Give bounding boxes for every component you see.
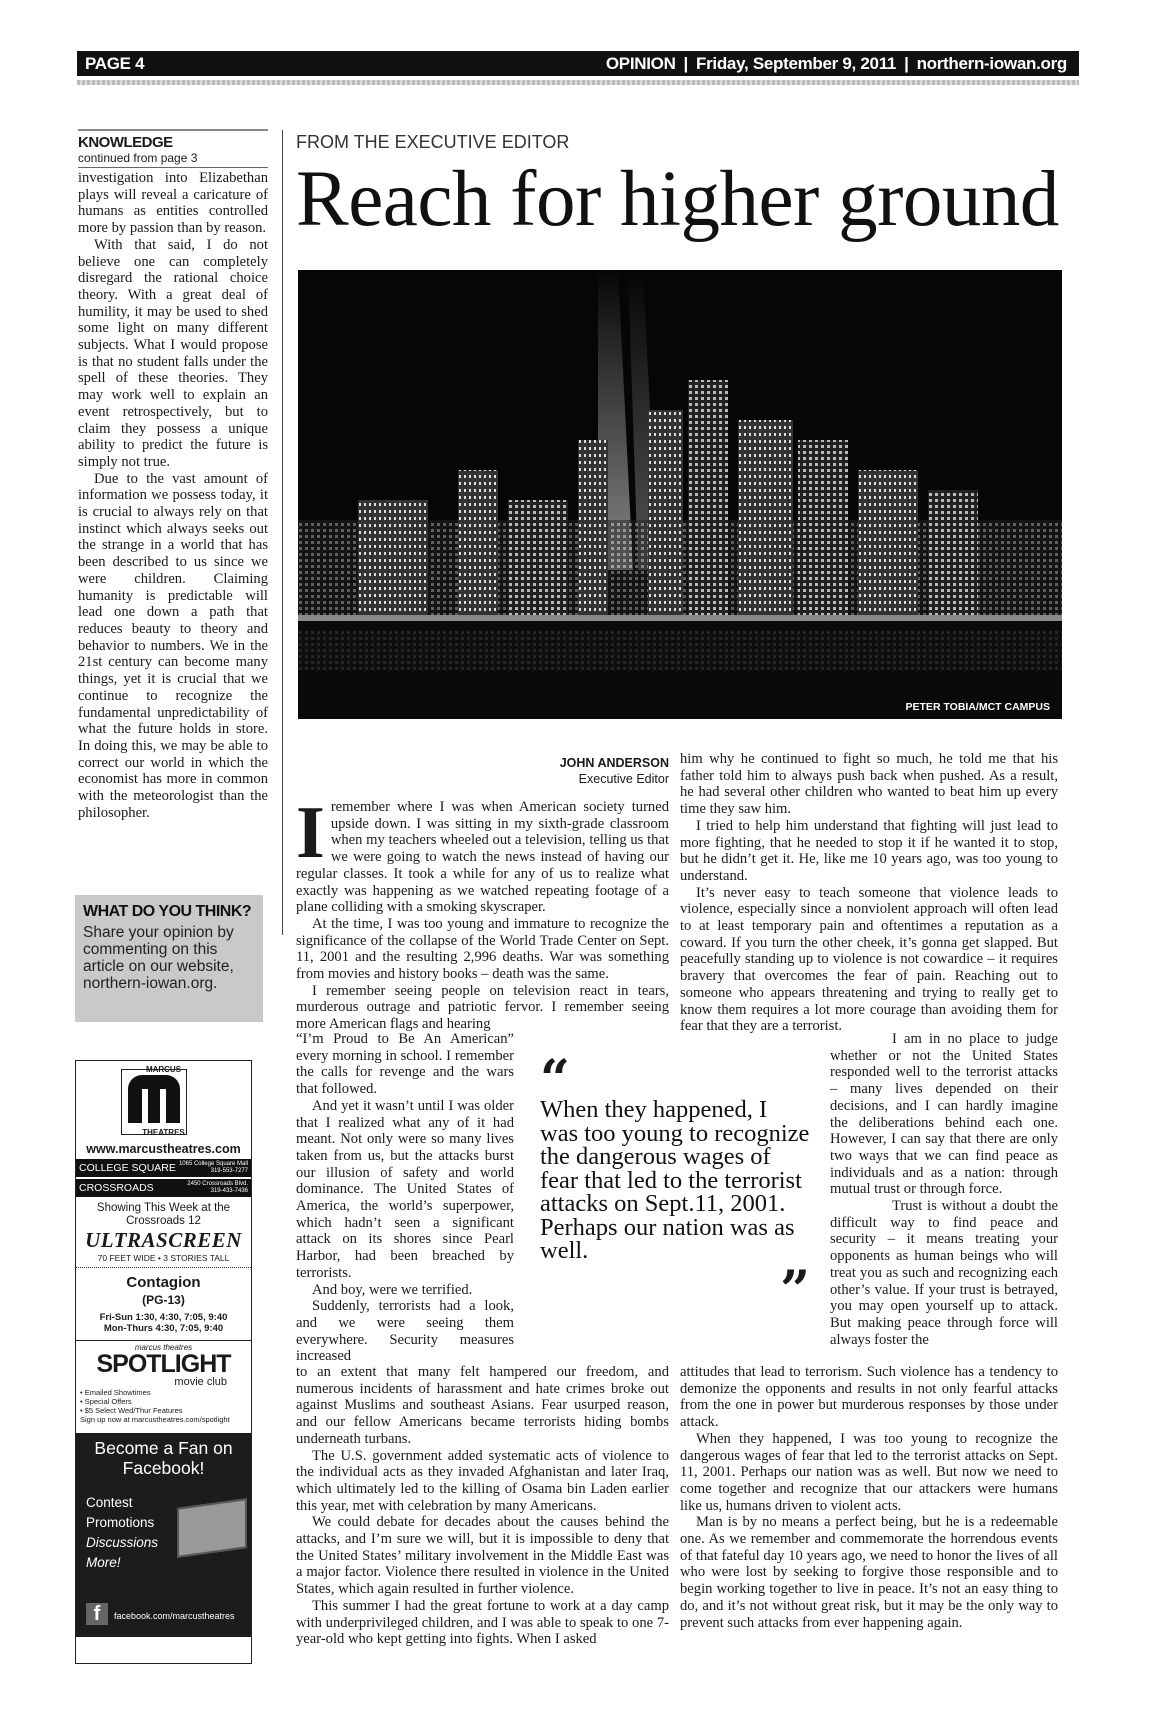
facebook-icon: f (86, 1603, 108, 1625)
fb-item: More! (86, 1555, 121, 1570)
skyline-photo (298, 270, 1062, 719)
paragraph: I remember seeing people on television react in tears, murderous outrage and patriotic fervor. I remember seeing more American flags and hearing (296, 982, 669, 1033)
open-quote-icon: “ (540, 1049, 570, 1110)
spotlight-title: SPOTLIGHT (96, 1350, 231, 1378)
fb-item: Discussions (86, 1535, 159, 1550)
bullet: • Special Offers (80, 1397, 132, 1406)
night-skyline-image (298, 270, 1062, 719)
movie-title: Contagion (126, 1274, 201, 1291)
continuation-kicker: KNOWLEDGE (78, 129, 268, 151)
location-crossroads: CROSSROADS 2450 Crossroads Blvd. 319-433-7436 (76, 1179, 251, 1197)
paragraph: And boy, were we terrified. (312, 1281, 473, 1298)
article-column-2-top (680, 751, 1058, 1035)
paragraph: This summer I had the great fortune to work at a day camp with underprivileged children, and I was able to speak to one 7-year-old who kept getting into fights. When I asked (296, 1597, 669, 1648)
bullet: • Emailed Showtimes (80, 1388, 151, 1397)
marcus-logo (76, 1061, 251, 1141)
paragraph: Due to the vast amount of information we possess today, it is crucial to always rely on that instinct which always seeks out the strange in a world that has been described to us since we were children. Claiming humanity is predictable will lead one down a path that reduces beauty to theory and behavior to numbers. We in the 21st century can become many things, yet it is crucial that we continue to recognize the fundamental unpredictability of what the future holds in store. In doing this, we may be able to correct our world in which the economist has more in common with the meteorologist than the philosopher. (78, 470, 268, 821)
paragraph: “I’m Proud to Be An American” every morning in school. I remember the calls for revenge and the wars that followed. (296, 1031, 514, 1098)
showing-text: Showing This Week at the Crossroads 12 (96, 1202, 231, 1227)
page-header-bar (77, 51, 1079, 76)
marcus-theatres-ad[interactable] (75, 1060, 252, 1664)
pull-quote (540, 1049, 810, 1321)
spotlight-sub: movie club (174, 1376, 227, 1388)
headline: Reach for higher ground (296, 156, 1059, 243)
site-url[interactable]: northern-iowan.org (916, 53, 1067, 73)
signup-link[interactable]: Sign up now at marcustheatres.com/spotlight (80, 1415, 230, 1424)
logo-bottom-text: THEATRES (142, 1128, 185, 1137)
paragraph: attitudes that lead to terrorism. Such violence has a tendency to demonize the opponents and results in not only fearful attacks from the one in power but murderous responses by those under attack. (680, 1364, 1058, 1431)
article-column-2-narrow (830, 1031, 1058, 1348)
spotlight-club (76, 1341, 251, 1433)
fb-item: Contest (86, 1495, 133, 1510)
bullet: • $5 Select Wed/Thur Features (80, 1406, 183, 1415)
paragraph: I am in no place to judge whether or not the United States responded well to the terrorist attacks – many lives depended on their decisions, and I can hardly imagine the deliberations behind each one. However, I can say that there are only two ways that we can find peace as individuals and as a nation: through mutual trust or through force. (830, 1031, 1058, 1198)
separator: | (904, 53, 909, 73)
paragraph: With that said, I do not believe one can completely disregard the rational choice theory. With a great deal of humility, it may be used to shed some light on many different subjects. What I would propose is that no student falls under the spell of these theories. They may work well to explain an event retrospectively, but to claim they possess a unique ability to predict the future is simply not true. (78, 236, 268, 470)
paragraph: And yet it wasn’t until I was older that I realized what any of it had meant. Not only were so many lives taken from us, but the attacks burst our illusion of safety and world dominance. The United States of America, the world’s superpower, which hadn’t seen a significant attack on its shores since Pearl Harbor, had been breached by terrorists. (296, 1097, 514, 1281)
paragraph: remember where I was when American society turned upside down. I was sitting in my sixth-grade classroom when my teachers wheeled out a television, telling us that we were going to watch the news instead of having our regular classes. It took a while for any of us to realize what exactly was happening as we watched repeating footage of a plane colliding with a smoking skyscraper. (296, 799, 669, 916)
author-role: Executive Editor (578, 772, 669, 786)
ultrascreen-tagline: 70 FEET WIDE • 3 STORIES TALL (76, 1253, 251, 1268)
section-kicker: FROM THE EXECUTIVE EDITOR (296, 132, 570, 152)
paragraph: I tried to help him understand that fighting will just lead to more fighting, that he needed to stop it if he wanted it to stop, but he didn’t get it. He, like me 10 years ago, was too young to understand. (680, 817, 1058, 884)
fb-item: Promotions (86, 1515, 155, 1530)
header-info (602, 54, 1071, 74)
ad-url[interactable]: www.marcustheatres.com (86, 1142, 241, 1156)
facebook-promo[interactable] (76, 1433, 251, 1637)
paragraph: to an extent that many felt hampered our freedom, and numerous incidents of harassment and hate crimes broke out against Muslims and southeast Asians. Fear usurped reason, and our fellow Americans became terrorists hiding bombs underneath turbans. (296, 1364, 669, 1447)
movie-rating: (PG-13) (142, 1293, 185, 1307)
what-do-you-think-callout (75, 895, 263, 1022)
ultrascreen-logo: ULTRASCREEN (85, 1228, 242, 1252)
photo-credit: PETER TOBIA/MCT CAMPUS (905, 701, 1050, 713)
laptop-icon (177, 1498, 247, 1558)
drop-cap: I (296, 792, 325, 874)
header-rule (77, 80, 1079, 85)
article-column-1-bottom (296, 1364, 669, 1648)
separator: | (683, 53, 689, 73)
paragraph: him why he continued to fight so much, he told me that his father told him to always push back when pushed. As a result, he had several other children who wanted to beat him up every time they saw him. (680, 751, 1058, 818)
callout-heading: WHAT DO YOU THINK? (83, 903, 252, 920)
close-quote-icon: ” (780, 1259, 810, 1321)
author-name: JOHN ANDERSON (559, 756, 669, 770)
article-column-1-narrow (296, 1031, 514, 1365)
facebook-heading: Become a Fan on Facebook! (94, 1438, 233, 1478)
knowledge-continuation (78, 129, 268, 821)
byline (480, 756, 669, 786)
page-number: PAGE 4 (85, 53, 145, 73)
article-column-1-top (296, 792, 669, 1033)
logo-top-text: MARCUS (145, 1065, 182, 1074)
issue-date: Friday, September 9, 2011 (696, 53, 897, 73)
paragraph: At the time, I was too young and immature to recognize the significance of the collapse of the World Trade Center on Sept. 11, 2001 and the resulting 2,996 deaths. War was something from movies and history books – death was the same. (296, 915, 669, 983)
paragraph: We could debate for decades about the causes behind the attacks, and I’m sure we will, but it is impossible to deny that the United States’ military involvement in the Middle East was a major factor. Violence there resulted in violence in the United States, which again resulted in further violence. (296, 1514, 669, 1598)
paragraph: Suddenly, terrorists had a look, and we were seeing them everywhere. Security measures increased (296, 1298, 514, 1365)
paragraph: It’s never easy to teach someone that violence leads to violence, especially since a nonviolent approach will often lead to at least temporary pain and oftentimes a reputation as a coward. If you turn the other cheek, it’s gonna get slapped. But peacefully standing up to violence is not cowardice – it requires bravery that overcomes the fear of pain. Reaching out to someone who appears threatening and trying to really get to know them requires a lot more courage than avoiding them for fear that they are a terrorist. (680, 884, 1058, 1035)
spotlight-top: marcus theatres (134, 1343, 193, 1352)
article-column-2-bottom (680, 1364, 1058, 1631)
showtimes: Fri-Sun 1:30, 4:30, 7:05, 9:40 Mon-Thurs 4:30, 7:05, 9:40 (76, 1307, 251, 1341)
callout-text: Share your opinion by commenting on this article on our website, northern-iowan.org. (83, 924, 234, 992)
paragraph: Trust is without a doubt the difficult way to find peace and security – it means treating your opponents as human beings who will treat you as such and recognizing each other’s value. If your trust is betrayed, you may open yourself up to attack. But making peace through force will always foster the (830, 1198, 1058, 1348)
paragraph: Man is by no means a perfect being, but he is a redeemable one. As we remember and commemorate the horrendous events of that fateful day 10 years ago, we need to honor the lives of all who were lost by seeking to forgive those responsible and to begin working together to live in peace. It’s not an easy thing to do, and it’s not without great risk, but it may be the only way to prevent such attacks from ever happening again. (680, 1514, 1058, 1631)
paragraph: When they happened, I was too young to recognize the dangerous wages of fear that led to the terrorist attacks on Sept. 11, 2001. Perhaps our nation was as well. But now we need to come together and recognize that our attackers were humans like us, humans driven to violent acts. (680, 1430, 1058, 1514)
location-college-square: COLLEGE SQUARE 1065 College Square Mall 319-553-7277 (76, 1159, 251, 1177)
paragraph: investigation into Elizabethan plays will reveal a caricature of humans as entities controlled more by passion than by reason. (78, 170, 268, 237)
column-divider (282, 130, 283, 935)
facebook-url[interactable]: facebook.com/marcustheatres (114, 1611, 235, 1621)
paragraph: The U.S. government added systematic acts of violence to the individual acts as they invaded Afghanistan and later Iraq, which ultimately led to the killing of Osama bin Laden earlier this year, met with celebration by many Americans. (296, 1447, 669, 1514)
section-name: OPINION (605, 53, 676, 73)
continued-from: continued from page 3 (78, 151, 268, 168)
pull-quote-text: When they happened, I was too young to recognize the dangerous wages of fear that led to the terrorist attacks on Sept.11, 2001. Perhaps our nation was as well. (540, 1096, 810, 1264)
